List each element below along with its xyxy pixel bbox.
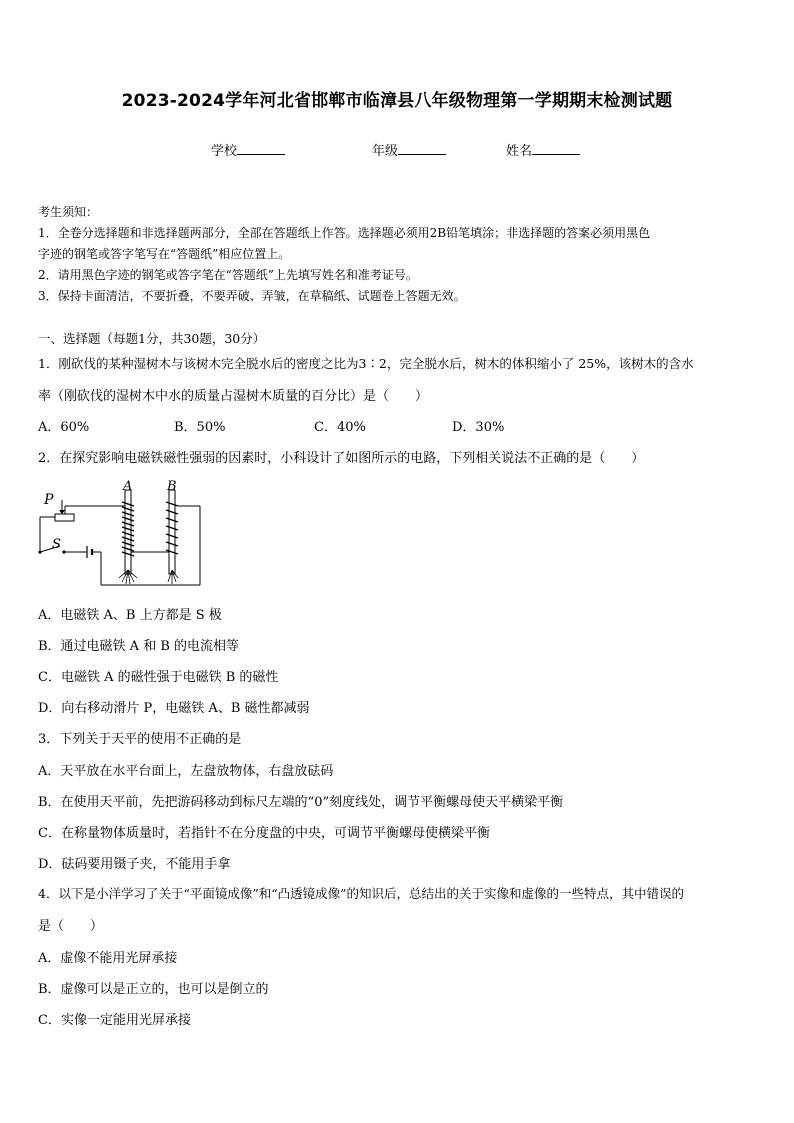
q3-option-a: A．天平放在水平台面上，左盘放物体，右盘放砝码 [38, 764, 334, 779]
school-blank [237, 142, 285, 155]
q2-option-a: A．电磁铁 A、B 上方都是 S 极 [38, 608, 222, 623]
q1-option-d: D．30% [452, 420, 505, 435]
name-label: 姓名 [506, 144, 533, 159]
q1-option-b: B．50% [174, 420, 226, 435]
notice-item-2: 2．请用黑色字迹的钢笔或答字笔在“答题纸”上先填写姓名和准考证号。 [38, 268, 418, 282]
q1-option-a: A．60% [38, 420, 90, 435]
grade-label: 年级 [372, 144, 399, 159]
q4-stem-line1: 4．以下是小洋学习了关于“平面镜成像”和“凸透镜成像”的知识后，总结出的关于实像和虚像的一些特点，其中错误的 [38, 886, 685, 901]
q3-stem: 3．下列关于天平的使用不正确的是 [38, 732, 242, 747]
q3-option-d: D．砝码要用镊子夹，不能用手拿 [38, 857, 231, 872]
rheostat [55, 514, 74, 521]
q4-option-b: B．虚像可以是正立的，也可以是倒立的 [38, 982, 269, 997]
label-p: P [44, 492, 54, 508]
q1-stem-line1: 1．刚砍伐的某种湿树木与该树木完全脱水后的密度之比为3∶2，完全脱水后，树木的体积缩小了 25%，该树木的含水 [38, 356, 694, 371]
notice-item-3: 3．保持卡面清洁，不要折叠，不要弄破、弄皱，在草稿纸、试题卷上答题无效。 [38, 289, 466, 303]
label-b: B [167, 479, 177, 494]
notice-heading: 考生须知： [38, 205, 99, 219]
q2-stem: 2．在探究影响电磁铁磁性强弱的因素时，小科设计了如图所示的电路，下列相关说法不正确的是（ ） [38, 451, 645, 466]
page-title: 2023-2024学年河北省邯郸市临漳县八年级物理第一学期期末检测试题 [121, 91, 673, 111]
q2-option-b: B．通过电磁铁 A 和 B 的电流相等 [38, 639, 240, 654]
school-field [211, 140, 285, 159]
section-heading: 一、选择题（每题1分，共30题，30分） [38, 331, 266, 346]
school-label: 学校 [211, 144, 238, 159]
grade-blank [398, 142, 446, 155]
electromagnet-circuit-figure [34, 478, 214, 588]
grade-field [372, 140, 446, 159]
q2-option-d: D．向右移动滑片 P，电磁铁 A、B 磁性都减弱 [38, 701, 310, 716]
notice-item-1: 1．全卷分选择题和非选择题两部分，全部在答题纸上作答。选择题必须用2B铅笔填涂；非选择题的答案必须用黑色 [38, 226, 651, 240]
q4-option-a: A．虚像不能用光屏承接 [38, 951, 178, 966]
q3-option-b: B．在使用天平前，先把游码移动到标尺左端的“0”刻度线处，调节平衡螺母使天平横梁平衡 [38, 795, 564, 810]
label-a: A [123, 479, 133, 494]
notice-item-1-cont: 字迹的钢笔或答字笔写在“答题纸”相应位置上。 [38, 247, 291, 261]
q2-option-c: C．电磁铁 A 的磁性强于电磁铁 B 的磁性 [38, 670, 279, 685]
name-blank [532, 142, 580, 155]
q4-stem-line2: 是（ ） [38, 919, 104, 934]
q1-option-c: C．40% [314, 420, 366, 435]
label-s: S [52, 537, 61, 552]
pins-a [119, 570, 137, 584]
q3-option-c: C．在称量物体质量时，若指针不在分度盘的中央，可调节平衡螺母使横梁平衡 [38, 826, 490, 841]
slider-arrow [59, 510, 65, 514]
name-field [506, 140, 580, 159]
q1-stem-line2: 率（刚砍伐的湿树木中水的质量占湿树木质量的百分比）是（ ） [38, 389, 429, 404]
q4-option-c: C．实像一定能用光屏承接 [38, 1013, 191, 1028]
